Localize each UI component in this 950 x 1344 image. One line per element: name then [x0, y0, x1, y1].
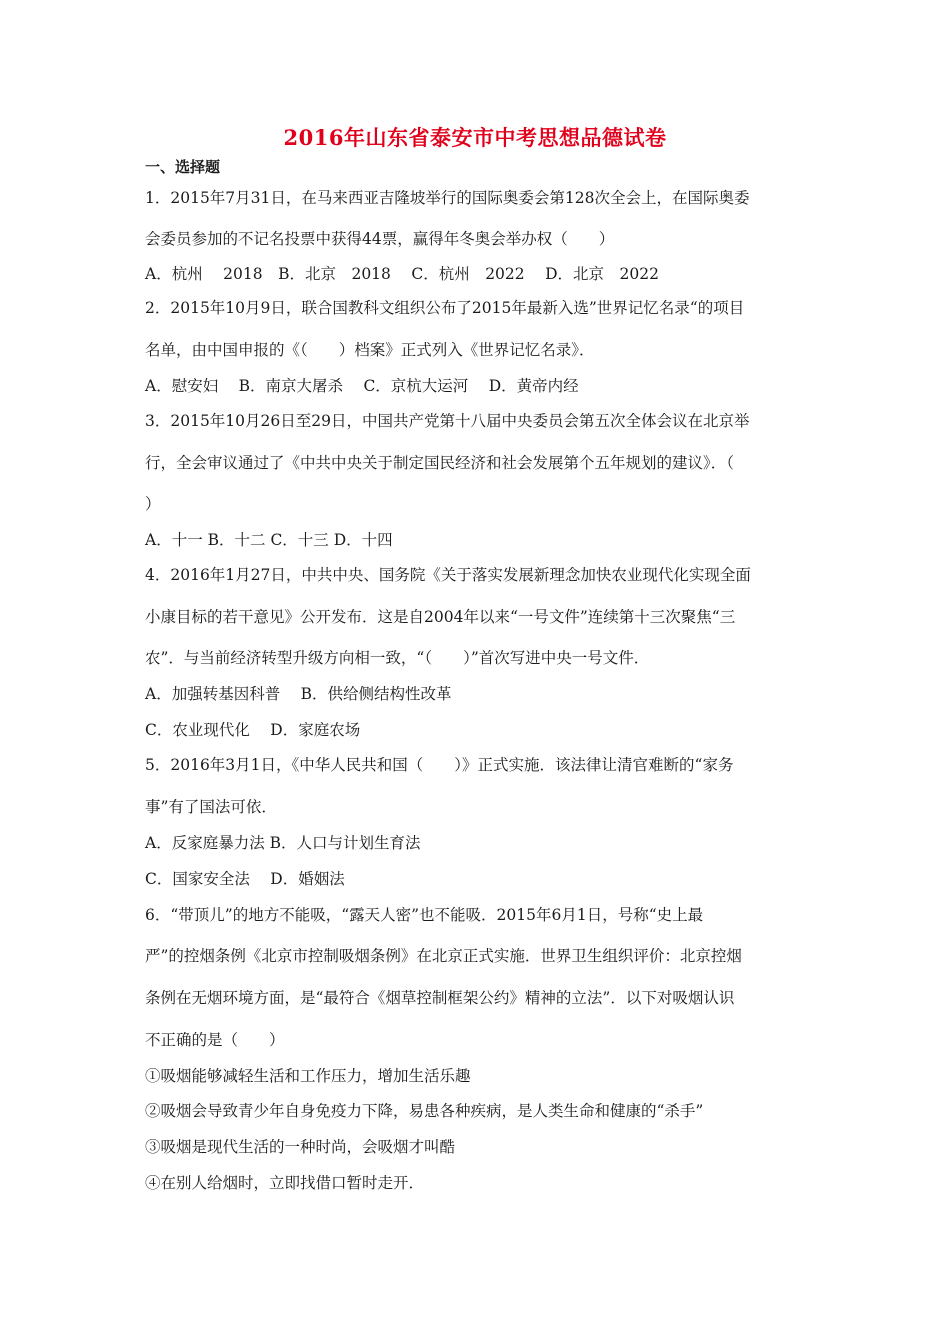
q5-stem-line-1: 5．2016年3月1日，《中华人民共和国（ ）》正式实施．该法律让清官难断的“家务 — [145, 756, 734, 774]
q6-statement-3: ③吸烟是现代生活的一种时尚，会吸烟才叫酷 — [145, 1138, 456, 1156]
q1-stem-line-2: 会委员参加的不记名投票中获得44票，赢得年冬奥会举办权（ ） — [145, 230, 615, 248]
q2-options: A．慰安妇 B．南京大屠杀 C．京杭大运河 D．黄帝内经 — [145, 377, 579, 395]
q1-options: A．杭州 2018 B．北京 2018 C．杭州 2022 D．北京 2022 — [145, 265, 659, 283]
q1-stem-line-1: 1．2015年7月31日，在马来西亚吉隆坡举行的国际奥委会第128次全会上，在国际奥委 — [145, 189, 750, 207]
q4-stem-line-1: 4．2016年1月27日，中共中央、国务院《关于落实发展新理念加快农业现代化实现全面 — [145, 566, 751, 584]
q6-stem-line-3: 条例在无烟环境方面，是“最符合《烟草控制框架公约》精神的立法”．以下对吸烟认识 — [145, 989, 735, 1007]
q4-options-cd: C．农业现代化 D．家庭农场 — [145, 721, 361, 739]
q6-stem-line-2: 严”的控烟条例《北京市控制吸烟条例》在北京正式实施．世界卫生组织评价：北京控烟 — [145, 947, 742, 965]
q4-stem-line-2: 小康目标的若干意见》公开发布．这是自2004年以来“一号文件”连续第十三次聚焦“三 — [145, 608, 736, 626]
q3-stem-line-2: 行，全会审议通过了《中共中央关于制定国民经济和社会发展第个五年规划的建议》．（ — [145, 454, 735, 472]
section-heading: 一、选择题 — [145, 158, 221, 176]
q4-options-ab: A．加强转基因科普 B．供给侧结构性改革 — [145, 685, 452, 703]
q3-stem-line-1: 3．2015年10月26日至29日，中国共产党第十八届中央委员会第五次全体会议在北京举 — [145, 412, 750, 430]
q6-statement-2: ②吸烟会导致青少年自身免疫力下降，易患各种疾病，是人类生命和健康的“杀手” — [145, 1102, 704, 1120]
q2-stem-line-1: 2．2015年10月9日，联合国教科文组织公布了2015年最新入选”世界记忆名录“的项目 — [145, 299, 745, 317]
q6-stem-line-1: 6．“带顶儿”的地方不能吸，“露天人密”也不能吸．2015年6月1日，号称“史上最 — [145, 906, 704, 924]
q2-stem-line-2: 名单，由中国申报的《（ ）档案》正式列入《世界记忆名录》． — [145, 341, 595, 359]
q6-stem-line-4: 不正确的是（ ） — [145, 1031, 285, 1049]
document-title: 2016年山东省泰安市中考思想品德试卷 — [283, 125, 667, 150]
q6-statement-1: ①吸烟能够减轻生活和工作压力，增加生活乐趣 — [145, 1067, 471, 1085]
q5-stem-line-2: 事”有了国法可依． — [145, 798, 277, 816]
q3-options: A．十一 B．十二 C．十三 D．十四 — [145, 531, 393, 549]
q5-options-cd: C．国家安全法 D．婚姻法 — [145, 870, 345, 888]
q6-statement-4: ④在别人给烟时，立即找借口暂时走开． — [145, 1174, 425, 1192]
q5-options-ab: A．反家庭暴力法 B．人口与计划生育法 — [145, 834, 421, 852]
q4-stem-line-3: 农”．与当前经济转型升级方向相一致，“（ ）”首次写进中央一号文件． — [145, 649, 650, 667]
q3-stem-line-3: ） — [145, 495, 161, 513]
